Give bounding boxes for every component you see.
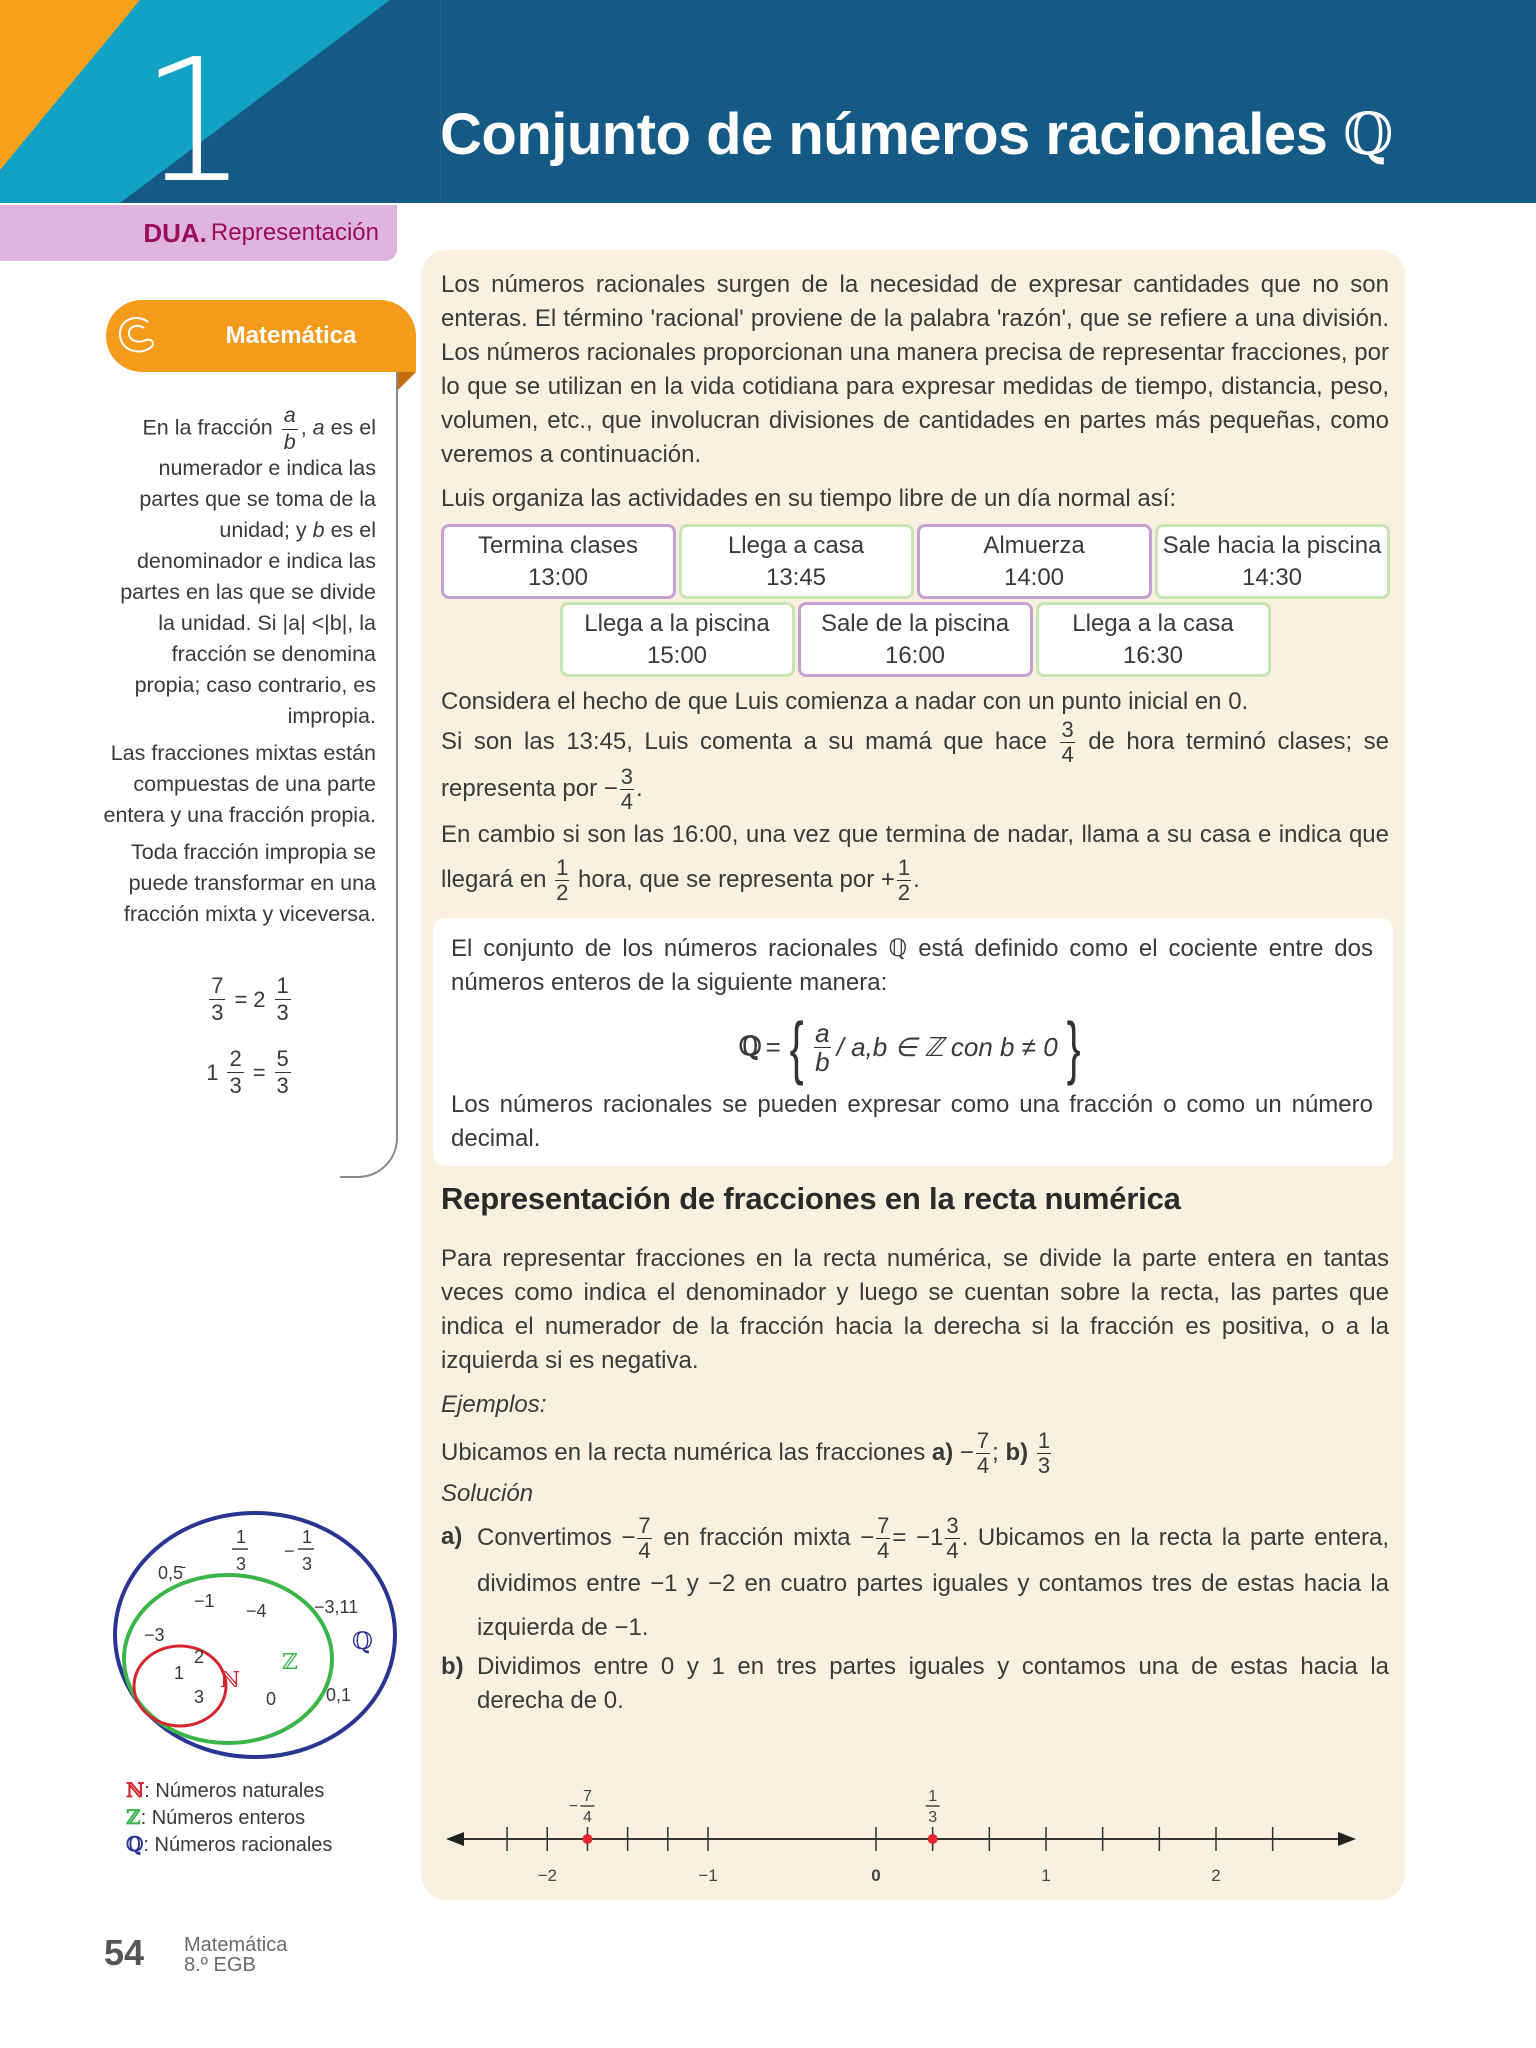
page-number: 54: [104, 1932, 145, 1973]
sidebar-border: [396, 372, 398, 1142]
intro-paragraph: Los números racionales surgen de la necesidad de expresar cantidades que no son enteras. El término 'racional' proviene de la palabra 'razón', que se refiere a una división. Los números racionales proporcionan una manera precisa de representar fracciones, por lo que se utilizan en la vida cotidiana para expresar medidas de tiempo, distancia, peso, volumen, etc., que involucran divisiones de cantidades en partes más pequeñas, como veremos a continuación.: [441, 271, 1389, 468]
venn-member: 3: [302, 1554, 313, 1574]
dua-tag: [0, 205, 397, 261]
point-label-numerator: 7: [582, 1788, 592, 1805]
definition-box: [433, 918, 1393, 1166]
hook-icon: [112, 312, 160, 360]
point-label-denominator: 4: [582, 1809, 592, 1826]
dua-label: DUA.: [143, 217, 207, 248]
schedule-card: Sale de la piscina 16:00: [798, 602, 1033, 677]
schedule-card: Llega a la piscina 15:00: [560, 602, 795, 677]
section-title: Representación de fracciones en la recta numérica: [441, 1181, 1181, 1216]
sidebar-heading: [106, 300, 416, 372]
number-line-label: −1: [698, 1866, 718, 1885]
venn-member: 1: [236, 1527, 247, 1547]
equation-mixed-to-improper: 1 $\frac{2}{3}$ = $\frac{5}{3}$: [206, 1046, 289, 1098]
number-line-label: −2: [537, 1866, 557, 1885]
sidebar-paragraph-2: Las fracciones mixtas están compuestas de una parte entera y una fracción propia.: [103, 741, 376, 827]
case-2-text: En cambio si son las 16:00, una vez que termina de nadar, llama a su casa e indica que llegará en $\frac{1}{2}$ hora, que se representa por + $\frac{1}{2}$ .: [441, 821, 1389, 905]
examples-label: Ejemplos:: [441, 1391, 547, 1418]
sidebar-heading-label: Matemática: [225, 322, 357, 349]
venn-member: 1: [174, 1663, 185, 1683]
definition-note: Los números racionales se pueden expresar como una fracción o como un número decimal.: [451, 1091, 1373, 1152]
solution-a: a) Convertimos − $\frac{7}{4}$ en fracción mixta − $\frac{7}{4}$ = −1 $\frac{3}{4}$ . Ubicamos en la recta la parte entera, dividimos entre −1 y −2 en cuatro partes iguales y contamos tres de estas hacia la izquierda de −1.: [441, 1513, 1390, 1641]
sidebar-text: [100, 405, 376, 936]
venn-member: 1: [302, 1527, 313, 1547]
venn-member: −1: [194, 1591, 215, 1611]
page-title: [440, 100, 1393, 168]
rational-set-symbol: ℚ: [352, 1627, 373, 1655]
number-line-label: 0: [871, 1866, 881, 1885]
schedule-cards: [440, 524, 1390, 677]
sidebar-paragraph-1: En la fracción $\frac{a}{b}$ , a es el numerador e indica las partes que se toma de la unidad; y b es el denominador e indica las partes en las que se divide la unidad. Si |a| <|b|, la fracción se denomina propia; caso contrario, es impropia.: [120, 403, 376, 728]
schedule-card: Llega a la casa 16:30: [1036, 602, 1271, 677]
number-line-point: [928, 1834, 938, 1844]
point-label-numerator: 1: [928, 1788, 938, 1805]
number-line: [436, 1776, 1366, 1886]
case-1-text: Si son las 13:45, Luis comenta a su mamá que hace $\frac{3}{4}$ de hora terminó clases; se representa por − $\frac{3}{4}$ .: [441, 717, 1389, 814]
venn-legend: [126, 1777, 332, 1858]
natural-set-symbol: ℕ: [220, 1668, 241, 1693]
rational-set-formula: ℚ = { $\frac{a}{b}$ / a,b ∈ ℤ con b ≠ 0 }: [738, 1008, 1081, 1086]
number-line-point: [582, 1834, 592, 1844]
schedule-intro: Luis organiza las actividades en su tiempo libre de un día normal así:: [441, 485, 1177, 512]
venn-member: −4: [246, 1601, 267, 1621]
sidebar-corner: [340, 1100, 398, 1178]
chapter-number: 1: [140, 23, 249, 203]
legend-item-integer: ℤ: Números enteros: [126, 1805, 306, 1829]
schedule-card: Almuerza 14:00: [917, 524, 1152, 599]
footer-subject-name: Matemática: [184, 1934, 288, 1956]
equation-improper-to-mixed: $\frac{7}{3}$ = 2 $\frac{1}{3}$: [211, 973, 289, 1025]
legend-item-natural: ℕ: Números naturales: [126, 1778, 325, 1802]
integer-set-symbol: ℤ: [282, 1650, 299, 1675]
page-title-text: Conjunto de números racionales: [440, 102, 1328, 167]
venn-member: −: [284, 1541, 295, 1561]
solution-label: Solución: [441, 1480, 534, 1507]
arrow-left-icon: [446, 1832, 464, 1846]
venn-member: 0,1: [326, 1685, 352, 1705]
schedule-card: Termina clases 13:00: [441, 524, 676, 599]
schedule-card: Sale hacia la piscina 14:30: [1155, 524, 1390, 599]
sidebar-equations: [180, 975, 320, 1121]
example-statement: Ubicamos en la recta numérica las fracciones a) − $\frac{7}{4}$ ; b) $\frac{1}{3}$: [441, 1428, 1051, 1478]
sidebar-paragraph-3: Toda fracción impropia se puede transformar en una fracción mixta y viceversa.: [123, 840, 376, 926]
point-label-denominator: 3: [928, 1809, 938, 1826]
dua-type: Representación: [210, 219, 379, 246]
definition-text: El conjunto de los números racionales ℚ está definido como el cociente entre dos números enteros de la siguiente manera:: [451, 935, 1373, 996]
main-content: [441, 268, 1389, 1718]
number-line-label: 1: [1041, 1866, 1051, 1885]
footer-grade: 8.º EGB: [184, 1954, 256, 1976]
number-sets-venn-diagram: [110, 1505, 400, 1765]
venn-member: 0: [266, 1689, 277, 1709]
venn-member: 3: [236, 1554, 247, 1574]
fraction-a-over-b: $\frac{a}{b}$: [283, 403, 296, 454]
footer-subject: [184, 1935, 287, 1975]
integer-set-circle: [124, 1575, 332, 1743]
legend-item-rational: ℚ: Números racionales: [126, 1832, 333, 1856]
solution-b: b) Dividimos entre 0 y 1 en tres partes iguales y contamos una de estas hacia la derecha de 0.: [441, 1653, 1389, 1714]
venn-member: 3: [194, 1687, 205, 1707]
arrow-right-icon: [1338, 1832, 1356, 1846]
consider-text: Considera el hecho de que Luis comienza a nadar con un punto inicial en 0.: [441, 688, 1249, 715]
ribbon-fold: [398, 372, 416, 390]
schedule-card: Llega a casa 13:45: [679, 524, 914, 599]
number-line-label: 2: [1211, 1866, 1221, 1885]
section-paragraph: Para representar fracciones en la recta numérica, se divide la parte entera en tantas veces como indica el denominador y luego se cuentan sobre la recta, las partes que indica el numerador de la fracción hacia la derecha si la fracción es positiva, o a la izquierda si es negativa.: [441, 1245, 1389, 1374]
venn-member: 0,5̄: [158, 1563, 184, 1583]
chapter-banner: [0, 0, 1536, 203]
venn-member: −3,11: [314, 1597, 359, 1617]
venn-member: −3: [144, 1625, 165, 1645]
point-label-sign: −: [568, 1798, 579, 1815]
rational-set-symbol: ℚ: [1343, 100, 1394, 168]
natural-set-circle: [134, 1646, 226, 1726]
venn-member: 2: [194, 1647, 205, 1667]
